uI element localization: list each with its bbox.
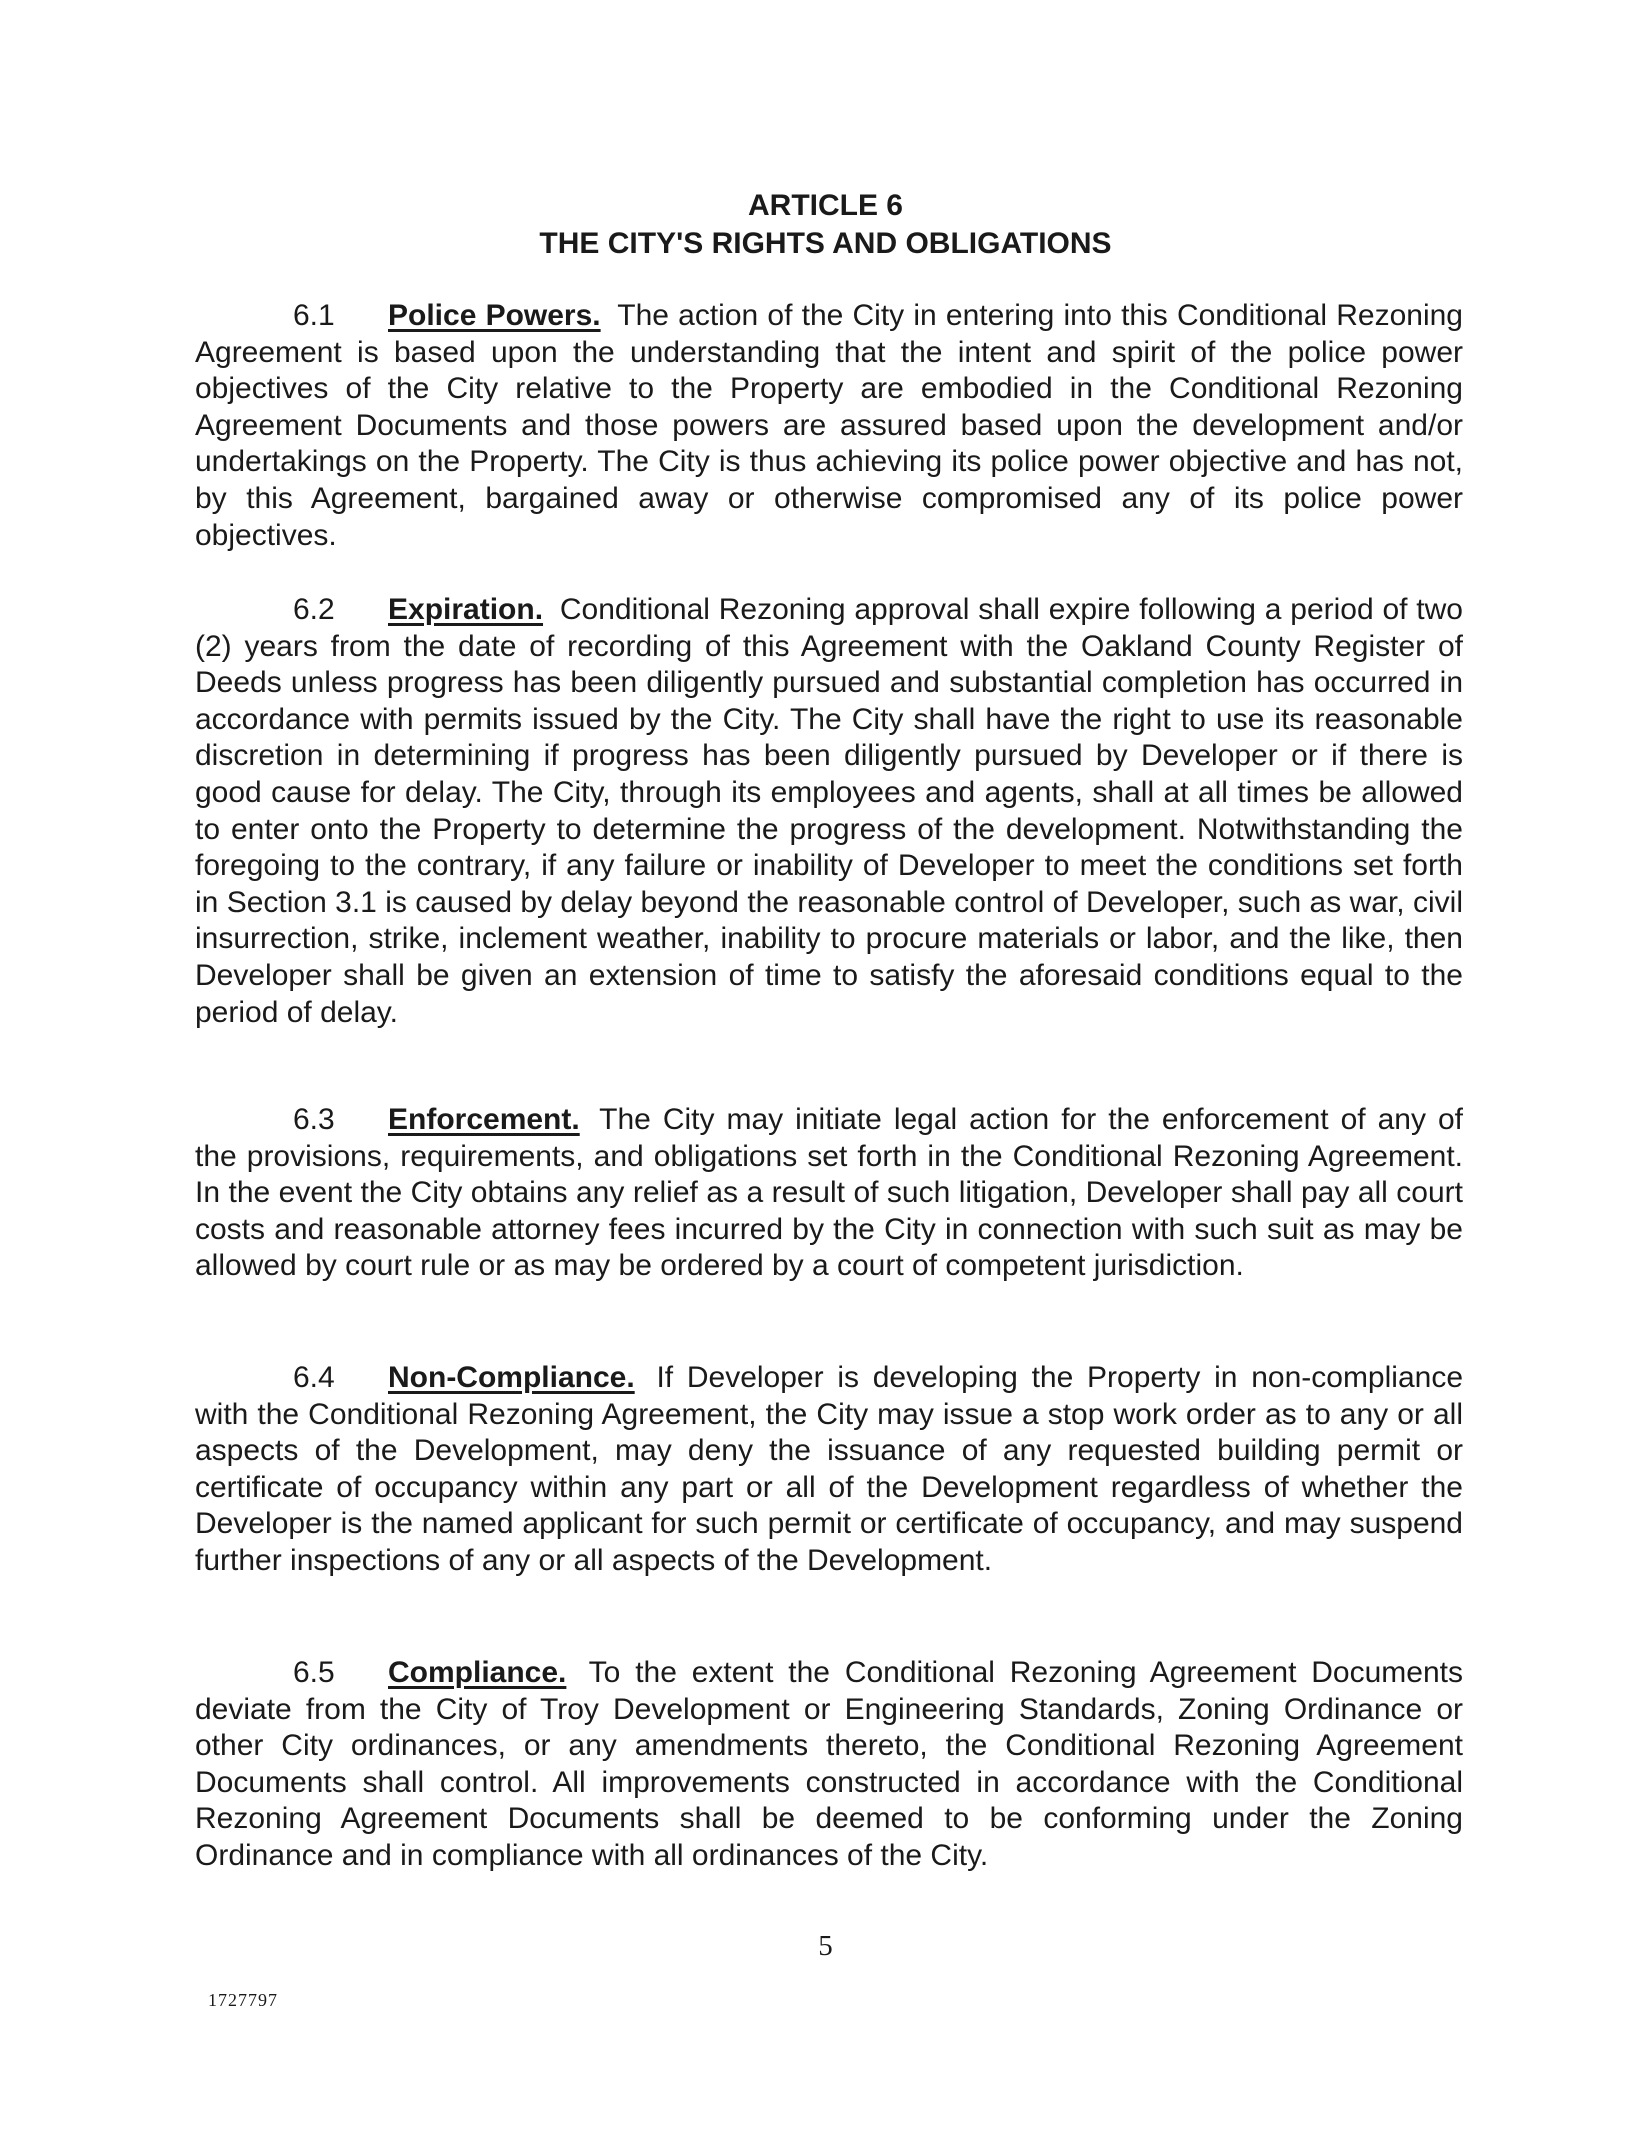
section-number: 6.2 [293, 593, 335, 626]
section-text: If Developer is developing the Property in non-compliance with the Conditional Rezoning Agreement, the City may issue a stop work order as to any or all aspects of the Development, may deny the issuance of any requested building permit or certificate of occupancy within any part or all of the Development regardless of whether the Developer is the named applicant for such permit or certificate of occupancy, and may suspend further inspections of any or all aspects of the Development. [195, 1361, 1464, 1577]
section-6-2-paragraph [195, 592, 1463, 1031]
section-6-3-paragraph [195, 1102, 1463, 1285]
section-text: To the extent the Conditional Rezoning Agreement Documents deviate from the City of Troy Development or Engineering Standards, Zoning Ordinance or other City ordinances, or any amendments thereto, the Conditional Rezoning Agreement Documents shall control. All improvements constructed in accordance with the Conditional Rezoning Agreement Documents shall be deemed to be conforming under the Zoning Ordinance and in compliance with all ordinances of the City. [195, 1656, 1463, 1872]
section-text: The action of the City in entering into this Conditional Rezoning Agreement is based upon the understanding that the intent and spirit of the police power objectives of the City relative to the Property are embodied in the Conditional Rezoning Agreement Documents and those powers are assured based upon the development and/or undertakings on the Property. The City is thus achieving its police power objective and has not, by this Agreement, bargained away or otherwise compromised any of its police power objectives. [195, 299, 1463, 552]
section-text: The City may initiate legal action for the enforcement of any of the provisions, requirements, and obligations set forth in the Conditional Rezoning Agreement. In the event the City obtains any relief as a result of such litigation, Developer shall pay all court costs and reasonable attorney fees incurred by the City in connection with such suit as may be allowed by court rule or as may be ordered by a court of competent jurisdiction. [195, 1103, 1463, 1283]
section-title: Expiration. [388, 593, 544, 626]
section-title: Enforcement. [388, 1103, 580, 1136]
section-title: Compliance. [388, 1656, 567, 1689]
section-6-1-paragraph [195, 298, 1463, 554]
article-number-heading: ARTICLE 6 [747, 189, 903, 222]
section-6-4-paragraph [195, 1360, 1463, 1580]
page-number: 5 [818, 1930, 833, 1962]
section-6-5-paragraph [195, 1655, 1463, 1875]
section-number: 6.4 [293, 1361, 335, 1394]
section-number: 6.1 [293, 299, 335, 332]
section-title: Police Powers. [388, 299, 601, 332]
article-title-heading: THE CITY'S RIGHTS AND OBLIGATIONS [539, 227, 1112, 260]
section-text: Conditional Rezoning approval shall expire following a period of two (2) years from the date of recording of this Agreement with the Oakland County Register of Deeds unless progress has been diligently pursued and substantial completion has occurred in accordance with permits issued by the City. The City shall have the right to use its reasonable discretion in determining if progress has been diligently pursued by Developer or if there is good cause for delay. The City, through its employees and agents, shall at all times be allowed to enter onto the Property to determine the progress of the development. Notwithstanding the foregoing to the contrary, if any failure or inability of Developer to meet the conditions set forth in Section 3.1 is caused by delay beyond the reasonable control of Developer, such as war, civil insurrection, strike, inclement weather, inability to procure materials or labor, and the like, then Developer shall be given an extension of time to satisfy the aforesaid conditions equal to the period of delay. [195, 593, 1463, 1029]
section-number: 6.5 [293, 1656, 335, 1689]
section-title: Non-Compliance. [388, 1361, 635, 1394]
section-number: 6.3 [293, 1103, 335, 1136]
document-id: 1727797 [208, 1990, 278, 2010]
